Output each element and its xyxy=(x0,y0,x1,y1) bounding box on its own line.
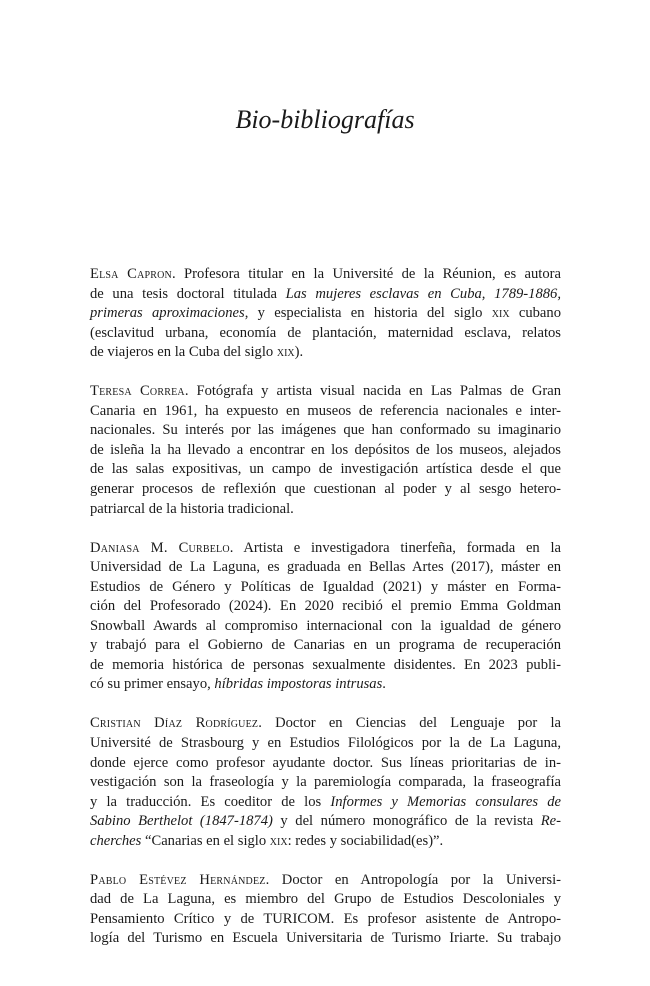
text-segment: ción del Profesorado (2024). En 2020 recibió el premio Emma Goldman xyxy=(90,598,561,615)
text-line xyxy=(90,929,561,949)
text-segment: (esclavitud urbana, economía de plantación, maternidad esclava, relatos xyxy=(90,324,561,341)
text-line xyxy=(90,714,561,734)
text-segment: . Doctor en Ciencias del Lenguaje por la xyxy=(258,715,561,732)
text-segment: . Fotógrafa y artista visual nacida en Las Palmas de Gran xyxy=(184,383,561,400)
text-line xyxy=(90,382,561,402)
text-line xyxy=(90,910,561,930)
text-line xyxy=(90,636,561,656)
text-segment: de las salas expositivas, un campo de investigación artística desde el que xyxy=(90,461,561,478)
text-line xyxy=(90,597,561,617)
text-line xyxy=(90,773,561,793)
text-line xyxy=(90,402,561,422)
text-line xyxy=(90,441,561,461)
italic-title: Sabino Berthelot (1847-1874) xyxy=(90,813,273,830)
text-segment: generar procesos de reflexión que cuestionan al poder y al sesgo hetero- xyxy=(90,480,561,497)
small-caps-text: xix xyxy=(269,832,288,849)
text-segment: Universidad de La Laguna, es graduada en Bellas Artes (2017), máster en xyxy=(90,559,561,576)
text-segment: . Artista e investigadora tinerfeña, formada en la xyxy=(229,539,561,556)
text-segment: , y especialista en historia del siglo xyxy=(244,305,492,322)
text-line xyxy=(90,343,561,363)
text-segment: Snowball Awards al compromiso internacional con la igualdad de género xyxy=(90,617,561,634)
text-line xyxy=(90,539,561,559)
text-segment: dad de La Laguna, es miembro del Grupo de Estudios Descoloniales y xyxy=(90,891,561,908)
text-line xyxy=(90,324,561,344)
text-segment: . Profesora titular en la Université de la Réunion, es autora xyxy=(171,266,561,282)
italic-title: Informes y Memorias consulares de xyxy=(330,793,561,810)
text-segment: de una tesis doctoral titulada xyxy=(90,285,286,302)
text-segment: Canaria en 1961, ha expuesto en museos de referencia nacionales e inter- xyxy=(90,402,561,419)
text-segment: có su primer ensayo, xyxy=(90,676,215,693)
bio-entry xyxy=(90,382,561,519)
text-line xyxy=(90,754,561,774)
text-line xyxy=(90,675,561,695)
text-segment: . xyxy=(382,676,386,693)
text-line xyxy=(90,871,561,891)
text-segment: y trabajó para el Gobierno de Canarias en un programa de recuperación xyxy=(90,637,561,654)
text-segment: patriarcal de la historia tradicional. xyxy=(90,500,294,517)
bio-entry xyxy=(90,871,561,949)
text-segment: ). xyxy=(294,344,304,361)
text-segment: donde ejerce como profesor ayudante doctor. Sus líneas prioritarias de in- xyxy=(90,754,561,771)
text-line xyxy=(90,734,561,754)
text-segment: logía del Turismo en Escuela Universitaria de Turismo Iriarte. Su trabajo xyxy=(90,930,561,947)
small-caps-text: xix xyxy=(276,344,295,361)
text-line xyxy=(90,656,561,676)
text-segment: de viajeros en la Cuba del siglo xyxy=(90,344,277,361)
text-line xyxy=(90,460,561,480)
text-line xyxy=(90,285,561,305)
text-segment: Pensamiento Crítico y de TURICOM. Es profesor asistente de Antropo- xyxy=(90,910,561,927)
text-segment: de memoria histórica de personas sexualmente disidentes. En 2023 publi- xyxy=(90,656,561,673)
text-line xyxy=(90,421,561,441)
text-segment: y la traducción. Es coeditor de los xyxy=(90,793,331,810)
text-segment: : redes y sociabilidad(es)”. xyxy=(287,832,444,849)
text-segment: “Canarias en el siglo xyxy=(141,832,270,849)
bio-entry xyxy=(90,539,561,695)
italic-title: primeras aproximaciones xyxy=(90,305,245,322)
text-line xyxy=(90,304,561,324)
text-segment: vestigación son la fraseología y la paremiología comparada, la fraseografía xyxy=(90,774,561,791)
text-line xyxy=(90,265,561,285)
text-line xyxy=(90,890,561,910)
text-segment: de isleña la ha llevado a encontrar en los depósitos de los museos, alejados xyxy=(90,441,561,458)
bio-entries xyxy=(90,265,561,968)
text-line xyxy=(90,578,561,598)
italic-title: híbridas impostoras intrusas xyxy=(214,676,383,693)
text-line xyxy=(90,793,561,813)
author-name: Elsa Capron xyxy=(90,266,172,282)
author-name: Daniasa M. Curbelo xyxy=(90,539,230,556)
italic-title: Las mujeres esclavas en Cuba, 1789-1886, xyxy=(285,285,561,302)
text-line xyxy=(90,480,561,500)
text-segment: Université de Strasbourg y en Estudios Filológicos por la de La Laguna, xyxy=(90,734,561,751)
text-segment: cubano xyxy=(509,305,561,322)
page-title: Bio-bibliografías xyxy=(235,105,415,134)
text-segment: Estudios de Género y Políticas de Igualdad (2021) y máster en Forma- xyxy=(90,578,561,595)
text-segment: nacionales. Su interés por las imágenes que han conformado su imaginario xyxy=(90,422,561,439)
text-line xyxy=(90,617,561,637)
author-name: Teresa Correa xyxy=(90,383,185,400)
text-line xyxy=(90,832,561,852)
italic-title: Re- xyxy=(540,813,561,830)
text-line xyxy=(90,812,561,832)
text-line xyxy=(90,558,561,578)
small-caps-text: xix xyxy=(491,305,510,322)
italic-title: cherches xyxy=(90,832,142,849)
bio-entry xyxy=(90,714,561,851)
text-segment: y del número monográfico de la revista xyxy=(272,813,541,830)
text-segment: . Doctor en Antropología por la Universi- xyxy=(265,871,561,888)
author-name: Cristian Díaz Rodríguez xyxy=(90,715,259,732)
text-line xyxy=(90,500,561,520)
bio-entry xyxy=(90,265,561,363)
author-name: Pablo Estévez Hernández xyxy=(90,871,266,888)
